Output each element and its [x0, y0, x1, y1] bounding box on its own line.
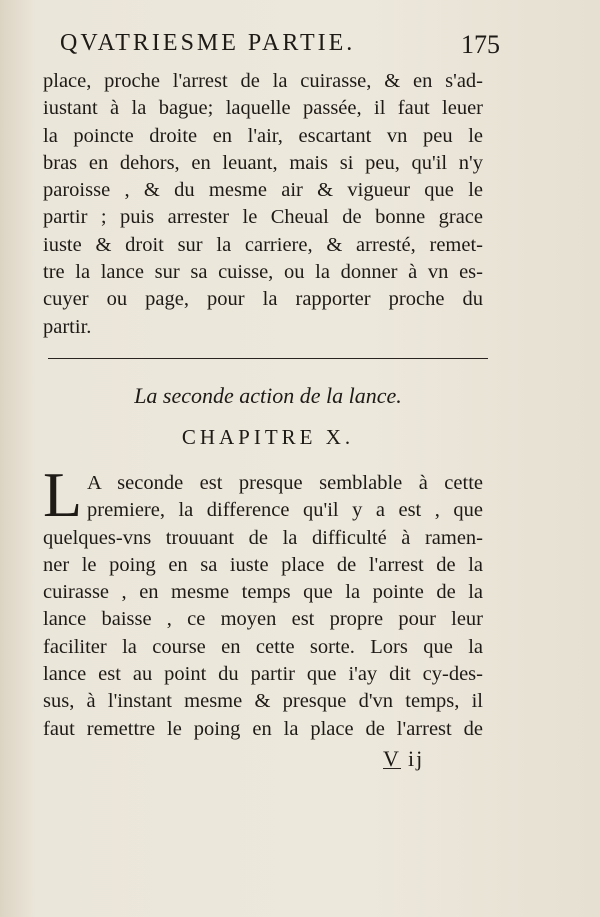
text-line: cuirasse , en mesme temps que la pointe de la [43, 581, 483, 604]
text-line: partir. [43, 315, 92, 338]
chapter-paragraph [43, 470, 483, 743]
text-line: cuyer ou page, pour la rapporter proche du [43, 288, 483, 311]
text-line: partir ; puis arrester le Cheual de bonne grace [43, 206, 483, 229]
page-number: 175 [461, 30, 500, 59]
signature-underline [383, 768, 401, 769]
text-line: sus, à l'instant mesme & presque d'vn temps, il [43, 690, 483, 713]
text-line: la poincte droite en l'air, escartant vn peu le [43, 124, 483, 147]
drop-cap: L [43, 459, 83, 530]
text-line: iustant à la bague; laquelle passée, il faut leuer [43, 97, 483, 120]
chapter-heading: CHAPITRE X. [181, 425, 355, 449]
page-header [60, 30, 500, 60]
text-line: faut remettre le poing en la place de l'arrest de [43, 717, 483, 740]
text-line: premiere, la difference qu'il y a est , que [87, 499, 483, 522]
text-line: faciliter la course en cette sorte. Lors que la [43, 635, 483, 658]
running-title: QVATRIESME PARTIE. [60, 30, 356, 56]
text-line: paroisse , & du mesme air & vigueur que le [43, 179, 483, 202]
text-line: A seconde est presque semblable à cette [87, 472, 483, 494]
text-line: quelques-vns trouuant de la difficulté à ramen- [43, 526, 483, 549]
section-divider [48, 358, 488, 359]
text-line: lance baisse , ce moyen est propre pour leur [43, 608, 483, 631]
text-line: tre la lance sur sa cuisse, ou la donner à vn es- [43, 261, 483, 284]
text-line: lance est au point du partir que i'ay dit cy-des- [43, 663, 483, 686]
text-line: bras en dehors, en leuant, mais si peu, qu'il n'y [43, 151, 483, 174]
signature-mark: V ij [383, 746, 425, 771]
text-line: ner le poing en sa iuste place de l'arrest de la [43, 553, 483, 576]
text-line: place, proche l'arrest de la cuirasse, & en s'ad- [43, 70, 483, 92]
section-title: La seconde action de la lance. [134, 383, 402, 408]
paragraph-continuation [43, 68, 483, 341]
text-line: iuste & droit sur la carriere, & arresté, remet- [43, 233, 483, 256]
